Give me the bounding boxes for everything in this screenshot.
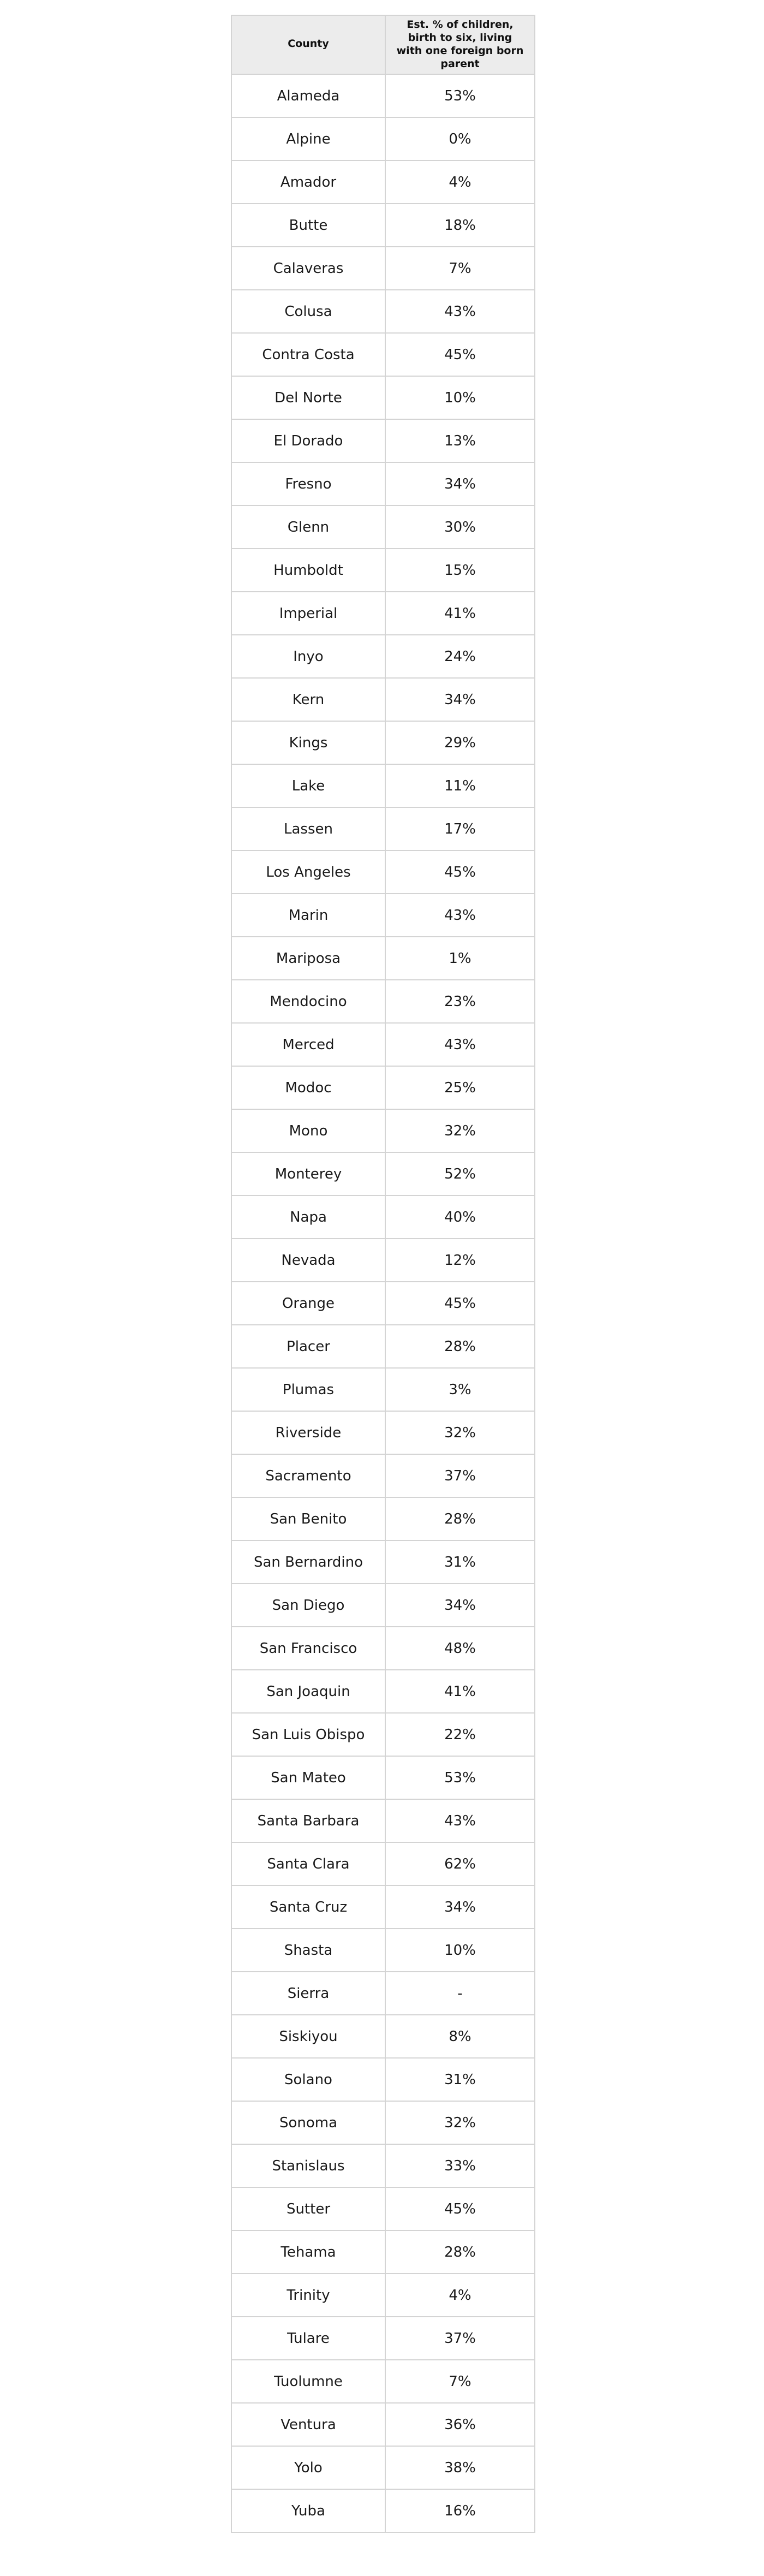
table-row xyxy=(231,505,535,549)
table-row xyxy=(231,1325,535,1368)
county-cell: Kings xyxy=(231,721,385,764)
percent-cell: 38% xyxy=(385,2446,535,2489)
percent-cell: 10% xyxy=(385,376,535,419)
percent-cell: 7% xyxy=(385,247,535,290)
percent-cell: 31% xyxy=(385,2058,535,2101)
table-row xyxy=(231,2058,535,2101)
percent-cell: 48% xyxy=(385,1627,535,1670)
percent-cell: 8% xyxy=(385,2015,535,2058)
county-cell: Yuba xyxy=(231,2489,385,2532)
county-cell: Fresno xyxy=(231,462,385,505)
county-cell: Marin xyxy=(231,894,385,937)
table-row xyxy=(231,1972,535,2015)
table-row xyxy=(231,764,535,807)
table-row xyxy=(231,1282,535,1325)
table-row xyxy=(231,2317,535,2360)
percent-cell: 13% xyxy=(385,419,535,462)
table-row xyxy=(231,592,535,635)
county-cell: Siskiyou xyxy=(231,2015,385,2058)
percent-cell: 29% xyxy=(385,721,535,764)
county-cell: Sonoma xyxy=(231,2101,385,2144)
percent-cell: 43% xyxy=(385,1799,535,1842)
table-row xyxy=(231,1670,535,1713)
table-row xyxy=(231,721,535,764)
table-row xyxy=(231,2230,535,2274)
percent-cell: 0% xyxy=(385,117,535,160)
county-table xyxy=(231,15,535,2533)
county-cell: Del Norte xyxy=(231,376,385,419)
county-cell: San Diego xyxy=(231,1584,385,1627)
table-row xyxy=(231,2144,535,2187)
table-row xyxy=(231,2015,535,2058)
table-row xyxy=(231,419,535,462)
percent-cell: 40% xyxy=(385,1195,535,1239)
table-row xyxy=(231,1713,535,1756)
table-row xyxy=(231,1929,535,1972)
table-row xyxy=(231,894,535,937)
county-cell: Santa Cruz xyxy=(231,1885,385,1929)
percent-cell: 37% xyxy=(385,2317,535,2360)
percent-cell: 45% xyxy=(385,850,535,894)
table-row xyxy=(231,807,535,850)
percent-cell: 25% xyxy=(385,1066,535,1109)
county-cell: Lake xyxy=(231,764,385,807)
county-cell: Tehama xyxy=(231,2230,385,2274)
table-row xyxy=(231,2360,535,2403)
county-cell: Yolo xyxy=(231,2446,385,2489)
table-row xyxy=(231,2489,535,2532)
table-row xyxy=(231,678,535,721)
table-row xyxy=(231,1627,535,1670)
county-cell: Modoc xyxy=(231,1066,385,1109)
table-row xyxy=(231,2403,535,2446)
table-row xyxy=(231,980,535,1023)
percent-cell: 22% xyxy=(385,1713,535,1756)
county-cell: El Dorado xyxy=(231,419,385,462)
percent-cell: 34% xyxy=(385,462,535,505)
percent-cell: 4% xyxy=(385,160,535,204)
table-body xyxy=(231,74,535,2532)
table-row xyxy=(231,1584,535,1627)
percent-cell: 3% xyxy=(385,1368,535,1411)
county-cell: Humboldt xyxy=(231,549,385,592)
county-cell: Los Angeles xyxy=(231,850,385,894)
county-cell: Sierra xyxy=(231,1972,385,2015)
percent-cell: 7% xyxy=(385,2360,535,2403)
county-cell: Nevada xyxy=(231,1239,385,1282)
table-row xyxy=(231,333,535,376)
table-row xyxy=(231,117,535,160)
county-cell: Shasta xyxy=(231,1929,385,1972)
table-row xyxy=(231,290,535,333)
county-cell: Santa Clara xyxy=(231,1842,385,1885)
percent-cell: 34% xyxy=(385,678,535,721)
county-cell: Alpine xyxy=(231,117,385,160)
table-row xyxy=(231,376,535,419)
percent-cell: 28% xyxy=(385,2230,535,2274)
percent-cell: 43% xyxy=(385,290,535,333)
county-cell: Sacramento xyxy=(231,1454,385,1497)
percent-cell: 36% xyxy=(385,2403,535,2446)
percent-cell: 33% xyxy=(385,2144,535,2187)
county-cell: Monterey xyxy=(231,1152,385,1195)
percent-cell: 4% xyxy=(385,2274,535,2317)
percent-cell: 10% xyxy=(385,1929,535,1972)
table-row xyxy=(231,937,535,980)
county-cell: Solano xyxy=(231,2058,385,2101)
percent-cell: 31% xyxy=(385,1540,535,1584)
header-row xyxy=(231,15,535,74)
percent-cell: 62% xyxy=(385,1842,535,1885)
percent-cell: 34% xyxy=(385,1584,535,1627)
county-cell: San Bernardino xyxy=(231,1540,385,1584)
county-cell: Merced xyxy=(231,1023,385,1066)
percent-cell: 24% xyxy=(385,635,535,678)
county-cell: Imperial xyxy=(231,592,385,635)
table-row xyxy=(231,1023,535,1066)
table-row xyxy=(231,1239,535,1282)
county-cell: San Francisco xyxy=(231,1627,385,1670)
table-row xyxy=(231,2101,535,2144)
table-row xyxy=(231,1885,535,1929)
percent-cell: 45% xyxy=(385,2187,535,2230)
percent-cell: 41% xyxy=(385,592,535,635)
county-cell: Sutter xyxy=(231,2187,385,2230)
percent-cell: 45% xyxy=(385,333,535,376)
table-row xyxy=(231,2274,535,2317)
county-cell: San Luis Obispo xyxy=(231,1713,385,1756)
percent-cell: 1% xyxy=(385,937,535,980)
percent-cell: 23% xyxy=(385,980,535,1023)
percent-cell: 16% xyxy=(385,2489,535,2532)
percent-cell: 45% xyxy=(385,1282,535,1325)
table-row xyxy=(231,1540,535,1584)
county-cell: Butte xyxy=(231,204,385,247)
county-cell: Riverside xyxy=(231,1411,385,1454)
table-row xyxy=(231,1109,535,1152)
county-cell: Santa Barbara xyxy=(231,1799,385,1842)
county-cell: Contra Costa xyxy=(231,333,385,376)
county-cell: San Joaquin xyxy=(231,1670,385,1713)
table-header xyxy=(231,15,535,74)
percent-cell: 32% xyxy=(385,1109,535,1152)
county-cell: Alameda xyxy=(231,74,385,117)
county-column-header: County xyxy=(231,15,385,74)
table-row xyxy=(231,160,535,204)
table-row xyxy=(231,1454,535,1497)
county-cell: Inyo xyxy=(231,635,385,678)
county-cell: Tulare xyxy=(231,2317,385,2360)
table-row xyxy=(231,1152,535,1195)
table-row xyxy=(231,1411,535,1454)
percent-cell: 53% xyxy=(385,1756,535,1799)
table-row xyxy=(231,1368,535,1411)
county-cell: Mariposa xyxy=(231,937,385,980)
table-row xyxy=(231,1842,535,1885)
county-cell: Orange xyxy=(231,1282,385,1325)
table-row xyxy=(231,635,535,678)
county-cell: Colusa xyxy=(231,290,385,333)
county-cell: Plumas xyxy=(231,1368,385,1411)
county-cell: Placer xyxy=(231,1325,385,1368)
county-cell: Mendocino xyxy=(231,980,385,1023)
county-cell: Amador xyxy=(231,160,385,204)
county-cell: Calaveras xyxy=(231,247,385,290)
percent-cell: 32% xyxy=(385,1411,535,1454)
table-row xyxy=(231,1799,535,1842)
percent-cell: 30% xyxy=(385,505,535,549)
percent-cell: 15% xyxy=(385,549,535,592)
county-cell: San Mateo xyxy=(231,1756,385,1799)
county-cell: Stanislaus xyxy=(231,2144,385,2187)
county-cell: Lassen xyxy=(231,807,385,850)
county-cell: Glenn xyxy=(231,505,385,549)
percent-cell: 41% xyxy=(385,1670,535,1713)
county-cell: Kern xyxy=(231,678,385,721)
table-row xyxy=(231,850,535,894)
table-row xyxy=(231,1497,535,1540)
percent-cell: 12% xyxy=(385,1239,535,1282)
table-row xyxy=(231,462,535,505)
table-row xyxy=(231,1066,535,1109)
percent-cell: 52% xyxy=(385,1152,535,1195)
table-row xyxy=(231,1195,535,1239)
percent-cell: 53% xyxy=(385,74,535,117)
percent-cell: 28% xyxy=(385,1325,535,1368)
county-cell: Tuolumne xyxy=(231,2360,385,2403)
percent-cell: 43% xyxy=(385,894,535,937)
percent-cell: 28% xyxy=(385,1497,535,1540)
percent-cell: 18% xyxy=(385,204,535,247)
percent-cell: 37% xyxy=(385,1454,535,1497)
percent-cell: 43% xyxy=(385,1023,535,1066)
county-cell: Ventura xyxy=(231,2403,385,2446)
county-table-container xyxy=(231,15,534,2533)
table-row xyxy=(231,247,535,290)
table-row xyxy=(231,204,535,247)
percent-cell: - xyxy=(385,1972,535,2015)
county-cell: Trinity xyxy=(231,2274,385,2317)
table-row xyxy=(231,1756,535,1799)
table-row xyxy=(231,549,535,592)
table-row xyxy=(231,2187,535,2230)
percent-cell: 34% xyxy=(385,1885,535,1929)
table-row xyxy=(231,74,535,117)
county-cell: San Benito xyxy=(231,1497,385,1540)
percent-cell: 11% xyxy=(385,764,535,807)
county-cell: Mono xyxy=(231,1109,385,1152)
table-row xyxy=(231,2446,535,2489)
county-cell: Napa xyxy=(231,1195,385,1239)
percent-column-header: Est. % of children, birth to six, living with one foreign born parent xyxy=(385,15,535,74)
percent-cell: 32% xyxy=(385,2101,535,2144)
percent-cell: 17% xyxy=(385,807,535,850)
